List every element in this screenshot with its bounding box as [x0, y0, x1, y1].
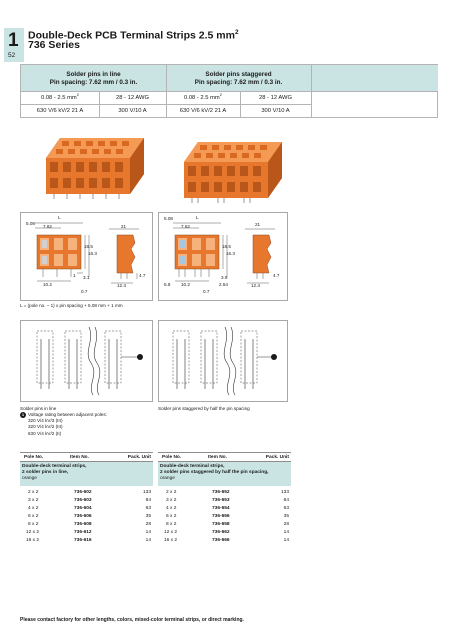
order-group-heading	[20, 462, 153, 486]
product-image-inline	[40, 128, 150, 200]
dim-label: L	[196, 215, 199, 220]
table-row	[20, 489, 153, 497]
table-row	[20, 513, 153, 521]
dim-label: 7.62	[43, 224, 52, 229]
order-table-header	[20, 452, 153, 462]
col-pack-header: Pack. Unit	[127, 455, 151, 460]
dimension-drawing-staggered	[158, 212, 288, 301]
cell-pack: 35	[145, 514, 151, 520]
schematic-staggered	[158, 320, 288, 402]
spec-rating-iec-inline: 630 V/6 kV/2 21 A	[36, 108, 84, 114]
cell-item: 736-666	[212, 538, 230, 544]
spec-rating-ul-inline: 300 V/10 A	[118, 108, 147, 114]
dim-label: 3.9	[221, 275, 228, 280]
dim-label: 10.2	[43, 282, 52, 287]
dim-label: 18.5	[84, 244, 93, 249]
cell-pack: 63	[145, 506, 151, 512]
group-line: 2 solder pins staggered by half the pin spacing,	[160, 470, 269, 476]
col-item-header: Item No.	[208, 455, 227, 460]
group-line: 2 solder pins in line,	[22, 470, 69, 476]
cell-item: 736-662	[212, 530, 230, 536]
spec-cross-section-staggered-sup: 2	[219, 92, 222, 98]
table-row	[20, 497, 153, 505]
cell-item: 736-656	[212, 514, 230, 520]
dim-label: 21	[255, 222, 261, 227]
spec-heading-inline-line1: Solder pins in line	[66, 71, 121, 78]
spec-divider	[21, 91, 437, 92]
cell-pack: 35	[283, 514, 289, 520]
table-row	[20, 521, 153, 529]
order-table-header	[158, 452, 291, 462]
cell-pack: 14	[283, 530, 289, 536]
chapter-number: 1	[8, 30, 19, 51]
cell-item: 736-606	[74, 514, 92, 520]
cell-pole: 12 x 2	[26, 530, 40, 536]
spec-awg-inline: 28 - 12 AWG	[116, 95, 149, 101]
length-formula: L = (pole no. – 1) x pin spacing + 5.08 mm + 1 mm	[20, 303, 123, 308]
spec-heading-staggered-line2: Pin spacing: 7.62 mm / 0.3 in.	[194, 79, 283, 86]
cell-item: 736-658	[212, 522, 230, 528]
group-line: Double-deck terminal strips,	[160, 464, 225, 469]
spec-divider	[99, 91, 100, 118]
cell-item: 736-654	[212, 506, 230, 512]
spec-cross-section-inline-value: 0.08 - 2.5 mm	[41, 95, 77, 101]
dim-label: 16.3	[226, 251, 235, 256]
spec-empty-heading	[311, 65, 438, 91]
series-subtitle: 736 Series	[28, 39, 80, 51]
cell-item: 736-603	[74, 498, 92, 504]
page-number: 52	[8, 52, 16, 59]
product-image-staggered	[178, 134, 288, 204]
cell-pack: 133	[142, 490, 151, 496]
cell-item: 736-612	[74, 530, 92, 536]
spec-heading-inline-line2: Pin spacing: 7.62 mm / 0.3 in.	[49, 79, 138, 86]
dim-label: 5.8	[164, 282, 171, 287]
cell-pack: 14	[145, 530, 151, 536]
spec-heading-staggered	[166, 65, 311, 91]
dim-label: 12.4	[117, 283, 126, 288]
bullet-one-icon: 1	[21, 412, 25, 417]
spec-rating-ul-staggered: 300 V/10 A	[261, 108, 290, 114]
cell-pole: 6 x 2	[28, 514, 39, 520]
cell-pack: 84	[283, 498, 289, 504]
col-pack-header: Pack. Unit	[265, 455, 289, 460]
spec-awg-staggered: 28 - 12 AWG	[259, 95, 292, 101]
dim-label: 4.7	[139, 273, 146, 278]
dim-label: 3.1	[83, 275, 90, 280]
dim-label: 5.08	[26, 221, 35, 226]
footer-note: Please contact factory for other lengths, colors, mixed-color terminal strips, or direct marking.	[20, 617, 244, 623]
spec-heading-staggered-line1: Solder pins staggered	[205, 71, 272, 78]
table-row	[158, 489, 291, 497]
dimension-drawing-inline	[20, 212, 153, 301]
col-pole-header: Pole No.	[24, 455, 44, 460]
voltage-note-line: 630 V/4 kV/2 (II)	[28, 430, 62, 436]
order-group-heading	[158, 462, 291, 486]
cell-pack: 14	[145, 538, 151, 544]
cell-item: 736-608	[74, 522, 92, 528]
dim-label: 7.62	[181, 224, 190, 229]
cell-pole: 16 x 2	[26, 538, 40, 544]
cell-pole: 8 x 2	[166, 522, 177, 528]
table-row	[158, 513, 291, 521]
dim-label: 16.3	[88, 251, 97, 256]
dim-label: 18.5	[222, 244, 231, 249]
voltage-note-line: 320 V/4 kV/3 (III)	[28, 418, 63, 424]
dim-label: 2.54	[219, 282, 228, 287]
dim-label: 4.7	[273, 273, 280, 278]
page-title-text: Double-Deck PCB Terminal Strips 2.5 mm	[28, 29, 235, 42]
cell-item: 736-653	[212, 498, 230, 504]
cell-pack: 133	[280, 490, 289, 496]
table-row	[20, 529, 153, 537]
voltage-note-line: 320 V/4 kV/2 (III)	[28, 424, 63, 430]
group-line: Double-deck terminal strips,	[22, 464, 87, 469]
dim-label: L	[58, 215, 61, 220]
title-superscript: 2	[234, 29, 239, 36]
cell-item: 736-616	[74, 538, 92, 544]
cell-pole: 2 x 2	[166, 490, 177, 496]
dim-label: 12.4	[251, 283, 260, 288]
spec-rating-iec-staggered: 630 V/6 kV/2 21 A	[179, 108, 227, 114]
table-row	[158, 505, 291, 513]
table-row	[158, 537, 291, 545]
cell-pole: 6 x 2	[166, 514, 177, 520]
col-item-header: Item No.	[70, 455, 89, 460]
cell-pack: 14	[283, 538, 289, 544]
table-row	[158, 529, 291, 537]
cell-item: 736-602	[74, 490, 92, 496]
cell-pack: 28	[283, 522, 289, 528]
table-row	[20, 537, 153, 545]
dim-label: 5.08	[164, 216, 173, 221]
spec-divider	[311, 65, 312, 118]
voltage-note	[20, 412, 107, 437]
table-row	[158, 497, 291, 505]
cell-item: 736-652	[212, 490, 230, 496]
cell-item: 736-604	[74, 506, 92, 512]
cell-pole: 3 x 2	[28, 498, 39, 504]
cell-pole: 4 x 2	[28, 506, 39, 512]
cell-pack: 28	[145, 522, 151, 528]
caption-staggered: Solder pins staggered by half the pin spacing	[158, 406, 250, 411]
spec-cross-section-inline-sup: 2	[76, 92, 79, 98]
cell-pole: 8 x 2	[28, 522, 39, 528]
dim-label: 0.7	[203, 289, 210, 294]
order-table-inline	[20, 452, 153, 545]
cell-pole: 2 x 2	[28, 490, 39, 496]
group-line: orange	[22, 476, 37, 482]
dim-label: 10.2	[181, 282, 190, 287]
dim-label: 21	[121, 224, 127, 229]
cell-pack: 84	[145, 498, 151, 504]
spec-divider	[166, 65, 167, 118]
cell-pole: 16 x 2	[164, 538, 178, 544]
schematic-inline	[20, 320, 153, 402]
spec-cross-section-staggered-value: 0.08 - 2.5 mm	[184, 95, 220, 101]
spec-table	[20, 64, 438, 118]
dim-label: 1	[73, 273, 76, 278]
col-pole-header: Pole No.	[162, 455, 182, 460]
spec-heading-inline	[21, 65, 166, 91]
table-row	[158, 521, 291, 529]
voltage-note-heading: Voltage rating between adjacent poles:	[28, 412, 107, 417]
spec-divider	[240, 91, 241, 118]
cell-pole: 4 x 2	[166, 506, 177, 512]
cell-pole: 12 x 2	[164, 530, 178, 536]
cell-pack: 63	[283, 506, 289, 512]
dim-label: 0.7	[81, 289, 88, 294]
order-table-staggered	[158, 452, 291, 545]
caption-inline: Solder pins in line	[20, 406, 57, 411]
group-line: orange	[160, 476, 175, 482]
table-row	[20, 505, 153, 513]
cell-pole: 3 x 2	[166, 498, 177, 504]
